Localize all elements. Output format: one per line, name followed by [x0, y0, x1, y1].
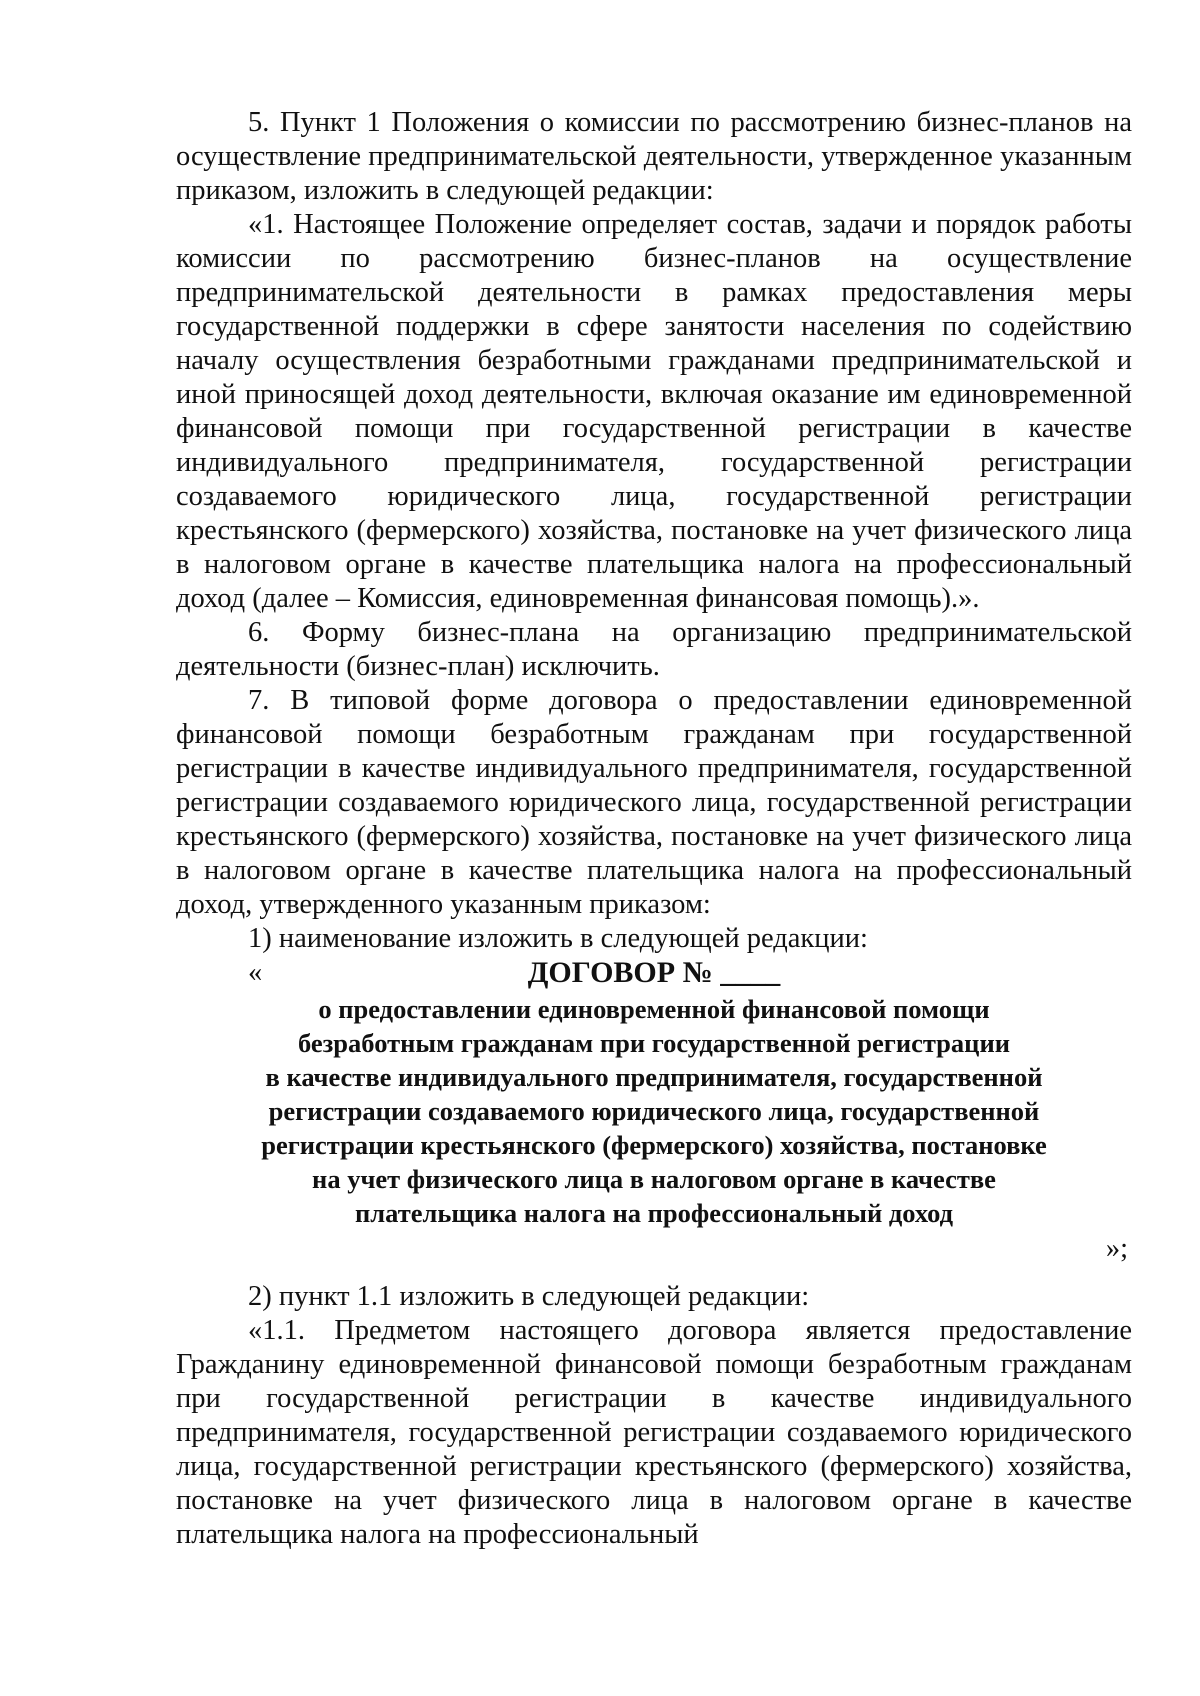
contract-heading: [176, 992, 1132, 1230]
item-2-quote: «1.1. Предметом настоящего договора является предоставление Гражданину единовременной финансовой помощи безработным гражданам при государственной регистрации в качестве индивидуального предпринимателя, государственной регистрации создаваемого юридического лица, государственной регистрации крестьянского (фермерского) хозяйства, постановке на учет физического лица в налоговом органе в качестве плательщика налога на профессиональный: [176, 1315, 1132, 1550]
item-2: 2) пункт 1.1 изложить в следующей редакции:: [248, 1281, 810, 1312]
item-1: 1) наименование изложить в следующей редакции:: [248, 923, 868, 954]
contract-heading-line: в качестве индивидуального предпринимателя, государственной: [265, 1062, 1043, 1092]
close-quote: »;: [1105, 1233, 1128, 1264]
paragraph-6: 6. Форму бизнес-плана на организацию предпринимательской деятельности (бизнес-план) исключить.: [176, 617, 1132, 682]
contract-heading-line: плательщика налога на профессиональный доход: [355, 1198, 953, 1228]
paragraph-7: 7. В типовой форме договора о предоставлении единовременной финансовой помощи безработным гражданам при государственной регистрации в качестве индивидуального предпринимателя, государственной регистрации создаваемого юридического лица, государственной регистрации крестьянского (фермерского) хозяйства, постановке на учет физического лица в налоговом органе в качестве плательщика налога на профессиональный доход, утвержденного указанным приказом:: [176, 685, 1132, 920]
contract-heading-line: на учет физического лица в налоговом органе в качестве: [312, 1164, 996, 1194]
contract-heading-line: о предоставлении единовременной финансовой помощи: [318, 994, 990, 1024]
contract-heading-line: безработным гражданам при государственной регистрации: [298, 1028, 1010, 1058]
document-body: [176, 106, 1132, 1552]
paragraph-5-quote: «1. Настоящее Положение определяет состав, задачи и порядок работы комиссии по рассмотрению бизнес-планов на осуществление предпринимательской деятельности в рамках предоставления меры государственной поддержки в сфере занятости населения по содействию началу осуществления безработными гражданами предпринимательской и иной приносящей доход деятельности, включая оказание им единовременной финансовой помощи при государственной регистрации в качестве индивидуального предпринимателя, государственной регистрации создаваемого юридического лица, государственной регистрации крестьянского (фермерского) хозяйства, постановке на учет физического лица в налоговом органе в качестве плательщика налога на профессиональный доход (далее – Комиссия, единовременная финансовая помощь).».: [176, 209, 1132, 614]
contract-heading-line: регистрации создаваемого юридического лица, государственной: [268, 1096, 1040, 1126]
contract-title: ДОГОВОР № ____: [527, 956, 781, 989]
contract-title-row: [176, 956, 1132, 992]
open-quote: «: [248, 957, 263, 988]
paragraph-5: 5. Пункт 1 Положения о комиссии по рассмотрению бизнес-планов на осуществление предпринимательской деятельности, утвержденное указанным приказом, изложить в следующей редакции:: [176, 107, 1132, 206]
spacer: [176, 1266, 1132, 1280]
contract-heading-line: регистрации крестьянского (фермерского) хозяйства, постановке: [261, 1130, 1047, 1160]
